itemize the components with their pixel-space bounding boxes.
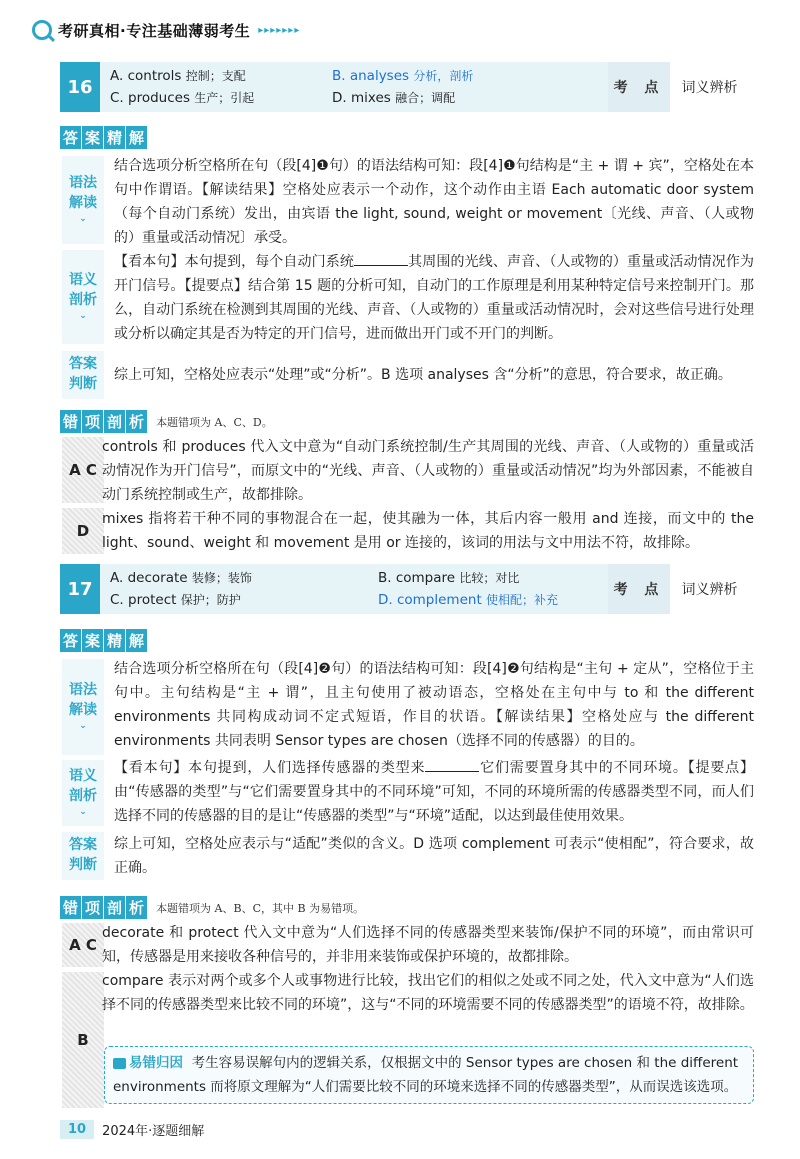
error-text-b: compare 表示对两个或多个人或事物进行比较，找出它们的相似之处或不同之处，代入文中意为“人们选择不同的传感器类型来比较不同的环境”，这与“不同的环境需要不同的传感器类型”的语境不符，故排除。 [102,973,754,1013]
footer-title: 2024年·逐题细解 [102,1124,205,1139]
question-17-box [60,564,748,614]
answer-section-title: 答 案 精 解 [60,126,148,149]
options-panel [100,564,608,614]
option-c: C. protect 保护；防护 [110,592,241,608]
error-note: 本题错项为 A、B、C，其中 B 为易错项。 [156,901,365,915]
meaning-label: 语义 剖析 ⌄ [62,760,104,826]
meaning-label: 语义 剖析 ⌄ [62,250,104,344]
meaning-text: 【看本句】本句提到，人们选择传感器的类型来 它们需要置身其中的不同环境。【提要点】由“传感器的类型”与“它们需要置身其中的不同环境”可知，不同的环境所需的传感器类型不同，而人们选择不同的传感器的目的是让“传感器的类型”与“环境”适配，以达到最佳使用效果。 [114,760,755,824]
error-cause-box [104,1046,754,1104]
question-16-box [60,62,748,112]
kaodian-value: 词义辨析 [670,62,748,112]
kaodian-value: 词义辨析 [670,564,748,614]
grammar-label: 语法 解读 ⌄ [62,156,104,244]
error-cause-tag: 易错归因 [129,1055,183,1071]
judge-label: 答案 判断 [62,832,104,880]
judge-text: 综上可知，空格处应表示“处理”或“分析”。B 选项 analyses 含“分析”的意思，符合要求，故正确。 [114,367,732,383]
option-a: A. decorate 装修；装饰 [110,570,252,586]
option-b-correct: B. analyses 分析，剖析 [332,68,474,84]
error-note: 本题错项为 A、C、D。 [156,415,273,429]
judge-label: 答案 判断 [62,351,104,399]
option-a: A. controls 控制；支配 [110,68,246,84]
answer-section-title: 答 案 精 解 [60,629,148,652]
answer-blank [425,758,479,772]
error-label-d: D [62,508,104,554]
chevron-down-icon: ⌄ [79,311,87,322]
answer-blank [354,252,408,266]
error-label-b: B [62,972,104,1108]
error-text-ac: controls 和 produces 代入文中意为“自动门系统控制/生产其周围的光线、声音、（人或物的）重量或活动情况作为开门信号”，而原文中的“光线、声音、（人或物的）重量或活动情况”均为外部因素，不能被自动门系统控制或生产，故都排除。 [102,439,754,503]
magnifier-icon [32,20,52,40]
meaning-text: 【看本句】本句提到，每个自动门系统 其周围的光线、声音、（人或物的）重量或活动情况作为开门信号。【提要点】结合第 15 题的分析可知，自动门的工作原理是利用某种特定信号来控制开门。那么，自动门系统在检测到其周围的光线、声音、（人或物的）重量或活动情况时，会对这些信号进行处理或分析以确定其是否为特定的开门信号，进而做出开门或不开门的判断。 [114,254,755,342]
chevron-down-icon: ⌄ [79,807,87,818]
error-label-ac: A C [62,923,104,967]
error-section-title: 错 项 剖 析 本题错项为 A、C、D。 [60,410,273,433]
kaodian-label: 考 点 [608,564,670,614]
error-label-ac: A C [62,437,104,503]
grammar-text: 结合选项分析空格所在句（段[4]❶句）的语法结构可知：段[4]❶句结构是“主 + 谓 + 宾”，空格处在本句中作谓语。【解读结果】空格处应表示一个动作，这个动作由主语 Each automatic door system（每个自动门系统）发出，由宾语 the light, sound, weight or movement〔光线、声音、（人或物的）重量或活动情况〕承受。 [114,158,754,246]
header-title: 考研真相·专注基础薄弱考生 [58,21,251,40]
option-b: B. compare 比较；对比 [378,570,520,586]
error-section-title: 错 项 剖 析 本题错项为 A、B、C，其中 B 为易错项。 [60,896,364,919]
chevron-down-icon: ⌄ [79,214,87,225]
option-d-correct: D. complement 使相配；补充 [378,592,559,608]
question-number: 17 [60,564,100,614]
page-footer [60,1120,204,1139]
page-number: 10 [60,1120,94,1139]
note-icon [113,1058,126,1069]
kaodian-label: 考 点 [608,62,670,112]
error-text-d: mixes 指将若干种不同的事物混合在一起，使其融为一体，其后内容一般用 and 连接，而文中的 the light、sound、weight 和 movement 是用 or 连接的，该词的用法与文中用法不符，故排除。 [102,511,754,551]
grammar-text: 结合选项分析空格所在句（段[4]❷句）的语法结构可知：段[4]❷句结构是“主句 + 定从”，空格位于主句中。主句结构是“主 + 谓”，且主句使用了被动语态，空格处在主句中与 to 和 the different environments 共同构成动词不定式短语，作目的状语。【解读结果】空格处应与 the different environments 共同表明 Sensor types are chosen（选择不同的传感器）的目的。 [114,661,754,749]
options-panel [100,62,608,112]
grammar-label: 语法 解读 ⌄ [62,659,104,755]
error-cause-text: 考生容易误解句内的逻辑关系，仅根据文中的 Sensor types are chosen 和 the different environments 而将原文理解为“人们需要比较不同的环境来选择不同的传感器类型”，从而误选该选项。 [113,1055,739,1095]
option-d: D. mixes 融合；调配 [332,90,456,106]
page-header [32,18,300,42]
chevron-down-icon: ⌄ [79,721,87,732]
question-number: 16 [60,62,100,112]
option-c: C. produces 生产；引起 [110,90,255,106]
error-text-ac: decorate 和 protect 代入文中意为“人们选择不同的传感器类型来装饰/保护不同的环境”，而由常识可知，传感器是用来接收各种信号的，并非用来装饰或保护环境的，故都排除。 [102,925,754,965]
header-arrows: ▸▸▸▸▸▸▸ [258,24,301,36]
judge-text: 综上可知，空格处应表示与“适配”类似的含义。D 选项 complement 可表示“使相配”，符合要求，故正确。 [114,836,754,876]
